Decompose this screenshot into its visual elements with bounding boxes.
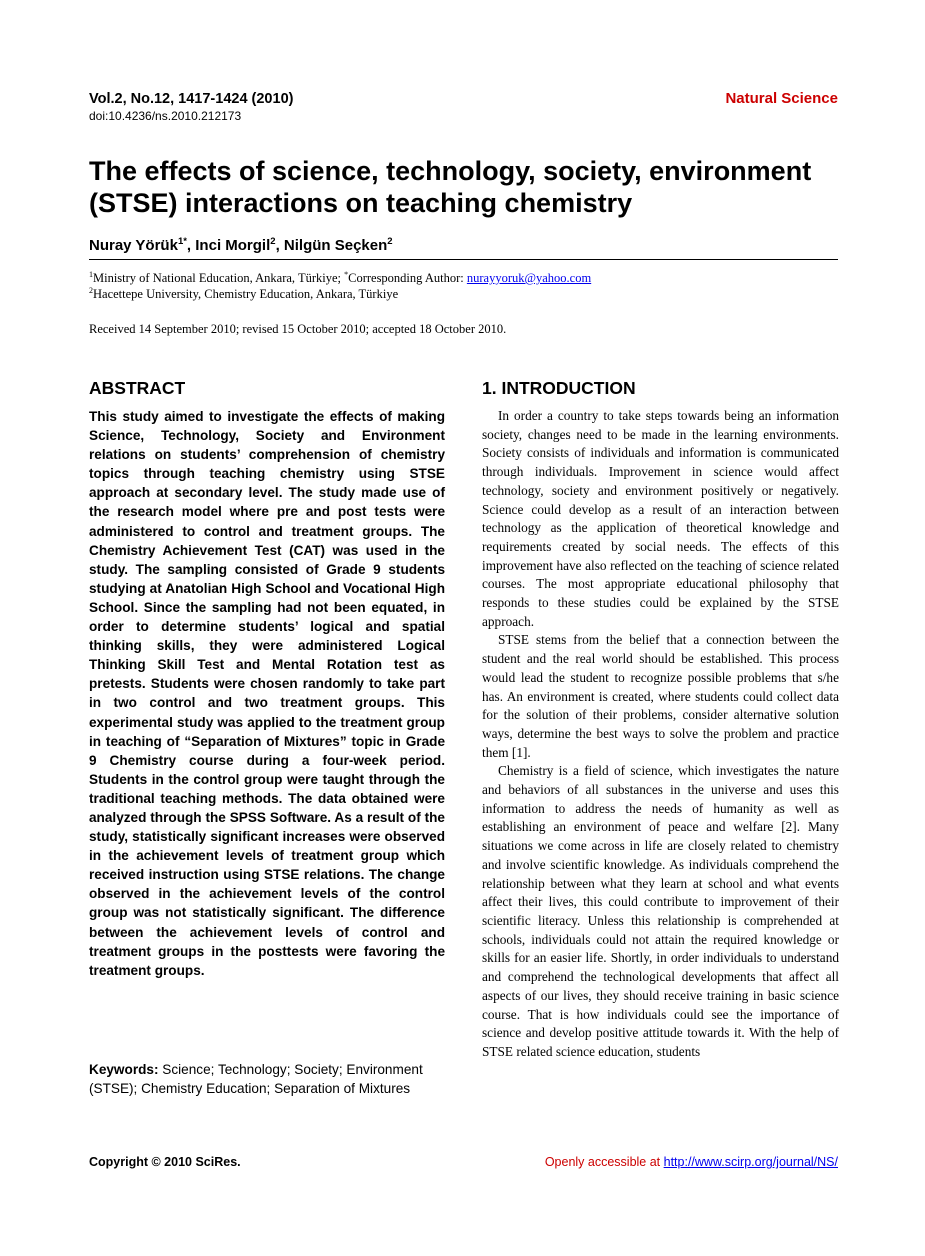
intro-paragraph-1: In order a country to take steps towards being an information society, changes need to be made in the learning environments. Society consists of individuals and information is communicated through individuals. Improvement in science would affect technology, society and environment positively or negatively. Science could develop as a result of an interaction between technology as the application of theoretical knowledge and requirements created by social needs. The effects of this improvement have also reflected on the teaching of science related courses. The most appropriate educational philosophy that responds to these studies could be explained by the STSE approach. [482,408,839,629]
author-name: Nuray Yörük [89,237,178,254]
title-divider [89,259,838,260]
keywords-label: Keywords: [89,1062,159,1077]
author-affiliation-mark: 2 [270,236,276,247]
introduction-body [482,407,839,1062]
corresponding-email-link[interactable]: nurayyoruk@yahoo.com [466,271,592,285]
author-name: Inci Morgil [195,237,271,254]
author-affiliation-mark: 1* [177,236,187,247]
introduction-heading: 1. INTRODUCTION [482,378,636,398]
author-list: Nuray Yörük$^{1*}$, Inci Morgil$^2$, Nilgün Seçken$^2$ [89,236,393,254]
open-access-notice: Openly accessible at http://www.scirp.org/journal/NS/ [544,1155,838,1169]
affiliation-2: $^2$Hacettepe University, Chemistry Education, Ankara, Türkiye [89,285,399,301]
abstract-heading: ABSTRACT [89,378,186,398]
affiliation-1: $^1$Ministry of National Education, Ankara, Türkiye; *Corresponding Author: nurayyoruk@yahoo.com [89,269,592,285]
affiliations [89,270,591,302]
intro-paragraph-2: STSE stems from the belief that a connection between the student and the real world should be established. This process would lead the student to recognize possible problems that s/he has. An environment is created, where students could collect data for the solution of their problems, consider alternative solution ways, determine the best ways to solve the problem and practice them [1]. [482,632,839,760]
copyright: Copyright © 2010 SciRes. [89,1155,241,1169]
doi: doi:10.4236/ns.2010.212173 [89,109,242,123]
journal-url-link[interactable]: http://www.scirp.org/journal/NS/ [663,1155,838,1169]
keywords [89,1060,445,1098]
author-name: Nilgün Seçken [283,237,388,254]
volume-info: Vol.2, No.12, 1417-1424 (2010) [89,91,294,107]
intro-paragraph-3: Chemistry is a field of science, which investigates the nature and behaviors of all substances in the universe and uses this information to address the needs of humanity as well as establishing an environment of peace and welfare [2]. Many situations we come across in life are closely related to chemistry and involve scientific knowledge. As individuals comprehend the relationship between what they learn at school and what events affect their lives, this could contribute to improvement of their scientific literacy. Unless this relationship is comprehended at schools, individuals could not attain the required knowledge or skills for an easier life. Shortly, in order individuals to understand and comprehend the technological developments that affect all aspects of our lives, they should receive training in basic science course. That is how individuals could see the importance of science and develop positive attitude towards it. With the help of STSE related science education, students [482,763,839,1059]
abstract-body: This study aimed to investigate the effects of making Science, Technology, Society and Environment relations on students’ comprehension of chemistry topics through teaching chemistry using STSE approach at secondary level. The study made use of the research model where pre and post tests were administered to control and treatment groups. The Chemistry Achievement Test (CAT) was used in the study. The sampling consisted of Grade 9 students studying at Anatolian High School and Vocational High School. Since the sampling had not been equated, in order to determine students’ logical and spatial thinking skills, they were administered Logical Thinking Skill Test and Mental Rotation test as pretests. Students were chosen randomly to take part in two control and two treatment groups. This experimental study was applied to the treatment group in teaching of “Separation of Mixtures” topic in Grade 9 Chemistry course during a four-week period. Students in the control group were taught through the traditional teaching methods. The data obtained were analyzed through the SPSS Software. As a result of the study, statistically significant increases were observed in the achievement levels of treatment group which received instruction using STSE relations. The change observed in the achievement levels of the control group was not statistically significant. The difference between the achievement levels of control and treatment groups in the posttests were favoring the treatment groups. [89,409,445,978]
author-affiliation-mark: 2 [387,236,393,247]
header-left [89,90,293,124]
paper-title: The effects of science, technology, society, environment (STSE) interactions on teaching chemistry [89,156,812,218]
received-dates: Received 14 September 2010; revised 15 October 2010; accepted 18 October 2010. [89,322,507,336]
keywords-list: Science; Technology; Society; Environment (STSE); Chemistry Education; Separation of Mixtures [89,1062,423,1096]
journal-name: Natural Science [725,90,838,107]
